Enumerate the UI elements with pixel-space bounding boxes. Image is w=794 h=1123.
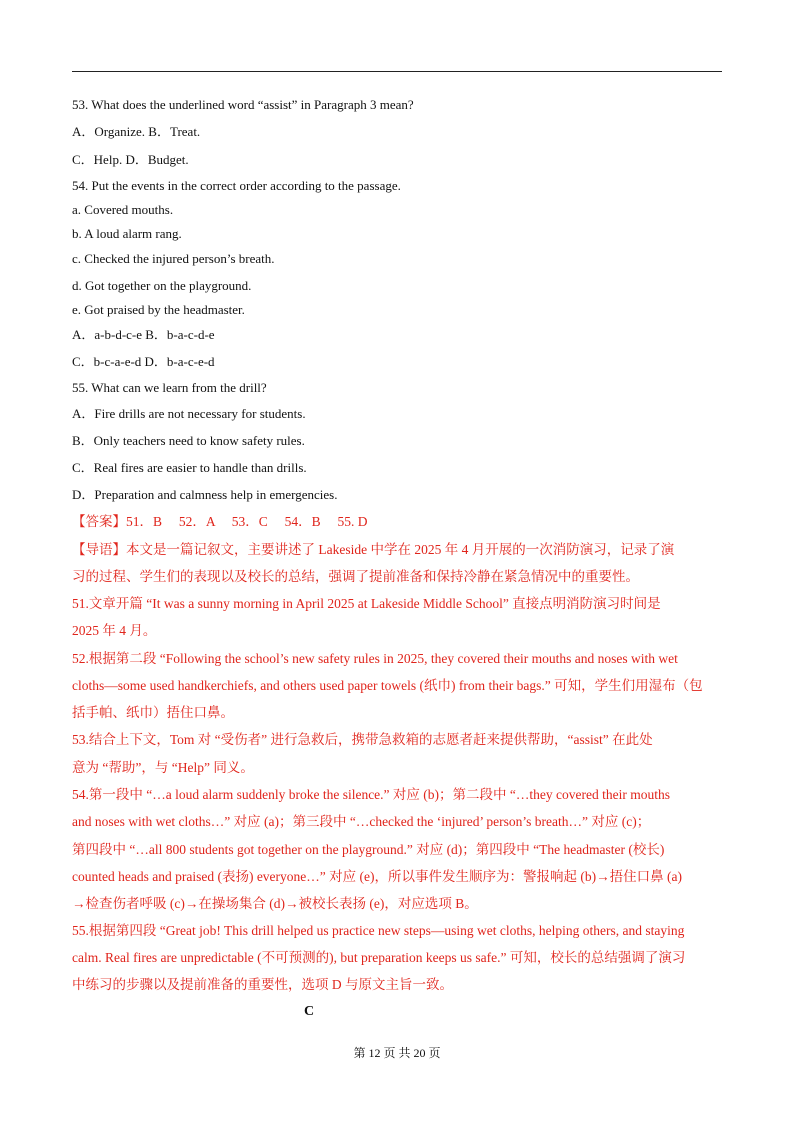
q54-event-c: c. Checked the injured person’s breath.	[72, 251, 275, 266]
explanation-line: 中练习的步骤以及提前准备的重要性，选项 D 与原文主旨一致。	[72, 977, 453, 992]
explanation-line: 第四段中 “…all 800 students got together on the playground.” 对应 (d)；第四段中 “The headmaster (校长)	[72, 842, 665, 857]
q53-options-cd: C．Help. D．Budget.	[72, 152, 189, 167]
q55-option-c: C．Real fires are easier to handle than drills.	[72, 460, 307, 475]
explanation-line: →检查伤者呼吸 (c)→在操场集合 (d)→被校长表扬 (e)，对应选项 B。	[72, 896, 478, 911]
explanation-line: 52.根据第二段 “Following the school’s new safety rules in 2025, they covered their mouths and noses with wet	[72, 651, 678, 666]
q54-event-e: e. Got praised by the headmaster.	[72, 302, 245, 317]
explanation-line: 括手帕、纸巾）捂住口鼻。	[72, 705, 234, 720]
q53-options-ab: A．Organize. B．Treat.	[72, 124, 201, 139]
q55-option-a: A．Fire drills are not necessary for students.	[72, 406, 306, 421]
explanation-line: and noses with wet cloths…” 对应 (a)；第三段中 “…checked the ‘injured’ person’s breath…” 对应 (c)；	[72, 814, 651, 829]
q55-option-d: D．Preparation and calmness help in emergencies.	[72, 487, 338, 502]
q54-event-d: d. Got together on the playground.	[72, 278, 252, 293]
section-heading: C	[304, 1004, 315, 1019]
q54-stem: 54. Put the events in the correct order according to the passage.	[72, 178, 401, 193]
explanation-line: 51.文章开篇 “It was a sunny morning in April 2025 at Lakeside Middle School” 直接点明消防演习时间是	[72, 596, 661, 611]
explanation-line: calm. Real fires are unpredictable (不可预测的), but preparation keeps us safe.” 可知，校长的总结强调了演习	[72, 950, 686, 965]
q54-event-b: b. A loud alarm rang.	[72, 226, 182, 241]
explanation-line: 2025 年 4 月。	[72, 623, 157, 638]
explanation-line: 【导语】本文是一篇记叙文，主要讲述了 Lakeside 中学在 2025 年 4 月开展的一次消防演习，记录了演	[72, 542, 675, 557]
explanation-line: 53.结合上下文，Tom 对 “受伤者” 进行急救后，携带急救箱的志愿者赶来提供帮助，“assist” 在此处	[72, 732, 653, 747]
explanation-line: counted heads and praised (表扬) everyone…” 对应 (e)，所以事件发生顺序为：警报响起 (b)→捂住口鼻 (a)	[72, 869, 682, 884]
explanation-line: 55.根据第四段 “Great job! This drill helped us practice new steps—using wet cloths, helping others, and staying	[72, 923, 685, 938]
q55-stem: 55. What can we learn from the drill?	[72, 380, 267, 395]
answer-key: 【答案】51．B 52．A 53．C 54．B 55. D	[72, 514, 368, 529]
page-footer: 第 12 页 共 20 页	[353, 1046, 441, 1060]
explanation-line: 54.第一段中 “…a loud alarm suddenly broke the silence.” 对应 (b)；第二段中 “…they covered their mouths	[72, 787, 670, 802]
explanation-line: 习的过程、学生们的表现以及校长的总结，强调了提前准备和保持冷静在紧急情况中的重要性。	[72, 569, 639, 584]
q55-option-b: B．Only teachers need to know safety rules.	[72, 433, 305, 448]
q54-event-a: a. Covered mouths.	[72, 202, 174, 217]
explanation-line: 意为 “帮助”，与 “Help” 同义。	[72, 760, 254, 775]
header-rule	[72, 71, 722, 72]
explanation-line: cloths—some used handkerchiefs, and others used paper towels (纸巾) from their bags.” 可知，学生们用湿布（包	[72, 678, 703, 693]
q53-stem: 53. What does the underlined word “assist” in Paragraph 3 mean?	[72, 97, 414, 112]
q54-options-cd: C．b-c-a-e-d D．b-a-c-e-d	[72, 354, 215, 369]
q54-options-ab: A．a-b-d-c-e B．b-a-c-d-e	[72, 327, 215, 342]
